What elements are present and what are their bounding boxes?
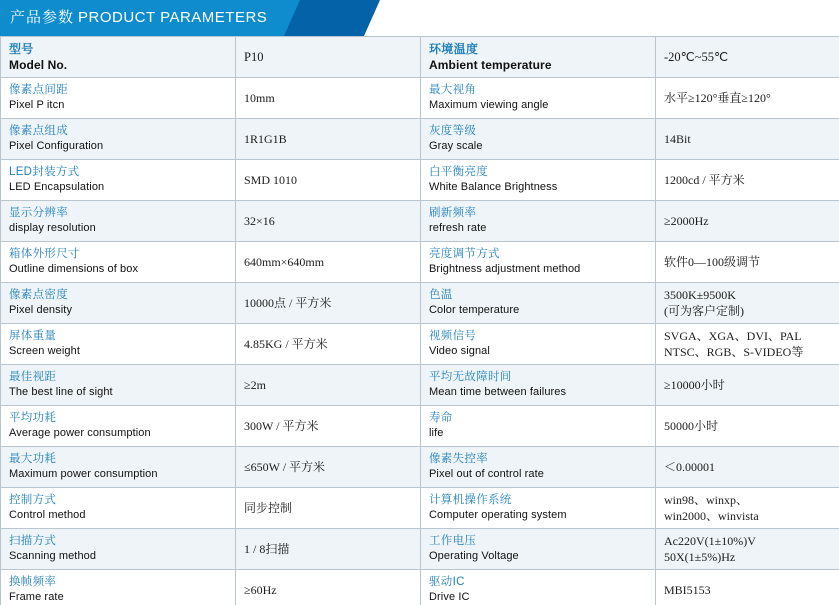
- parameter-value-right-line: 软件0—100级调节: [664, 254, 761, 269]
- table-row: [1, 78, 839, 119]
- parameter-label-left: [1, 529, 236, 570]
- parameter-value-right: [656, 37, 839, 78]
- parameter-value-right-line: -20℃~55℃: [664, 49, 729, 64]
- parameter-value-left-line: 1R1G1B: [244, 131, 287, 146]
- parameter-label-right: [421, 119, 656, 160]
- table-row: [1, 529, 839, 570]
- product-parameters-table: [0, 36, 839, 605]
- parameter-label-left-cn: 像素点间距: [9, 83, 68, 96]
- parameter-label-right-cn: 最大视角: [429, 83, 477, 96]
- parameter-label-right: [421, 570, 656, 605]
- parameter-label-left: [1, 160, 236, 201]
- parameter-value-left: [236, 529, 421, 570]
- parameter-label-right-en: Mean time between failures: [429, 386, 567, 399]
- parameter-label-left: [1, 324, 236, 365]
- parameter-value-right-line: ≥2000Hz: [664, 213, 709, 228]
- parameter-label-right-cn: 白平衡亮度: [429, 165, 488, 178]
- parameter-label-left: [1, 406, 236, 447]
- parameter-label-left: [1, 37, 236, 78]
- parameter-value-left: [236, 119, 421, 160]
- parameter-label-right-cn: 工作电压: [429, 534, 477, 547]
- parameter-value-left-line: SMD 1010: [244, 172, 298, 187]
- parameter-label-right-en: Drive IC: [429, 591, 470, 604]
- parameter-label-left-cn: 扫描方式: [9, 534, 57, 547]
- parameter-label-left-en: Frame rate: [9, 591, 64, 604]
- parameter-label-left-cn: 平均功耗: [9, 411, 57, 424]
- parameter-label-right-en: Computer operating system: [429, 509, 567, 522]
- parameter-label-left-cn: 箱体外形尺寸: [9, 247, 80, 260]
- parameter-label-left-en: Screen weight: [9, 345, 81, 358]
- parameter-label-right-cn: 环境温度: [429, 41, 479, 56]
- table-body: [1, 37, 839, 605]
- parameter-value-left-line: ≤650W / 平方米: [244, 459, 326, 474]
- parameter-label-right: [421, 406, 656, 447]
- parameter-label-left-cn: 最佳视距: [9, 370, 57, 383]
- parameter-label-left: [1, 570, 236, 605]
- parameter-label-left-en: Control method: [9, 509, 86, 522]
- table-row: [1, 201, 839, 242]
- parameter-label-right-cn: 寿命: [429, 411, 453, 424]
- table-row: [1, 119, 839, 160]
- parameter-label-right-en: Operating Voltage: [429, 550, 519, 563]
- parameter-value-left: [236, 488, 421, 529]
- parameter-label-left-cn: 像素点组成: [9, 124, 68, 137]
- parameter-value-left-line: 300W / 平方米: [244, 418, 319, 433]
- parameter-value-left: [236, 570, 421, 605]
- parameter-value-left-line: 32×16: [244, 213, 275, 228]
- parameter-value-right-line: (可为客户定制): [664, 304, 744, 318]
- parameter-label-left: [1, 78, 236, 119]
- parameter-label-left-en: LED Encapsulation: [9, 181, 105, 194]
- parameter-value-right-line: win2000、winvista: [664, 509, 759, 523]
- parameter-label-right-en: Gray scale: [429, 140, 483, 153]
- parameter-value-right: [656, 447, 839, 488]
- parameter-label-right-cn: 像素失控率: [429, 452, 488, 465]
- parameter-value-left: [236, 37, 421, 78]
- parameter-label-right-cn: 平均无故障时间: [429, 370, 512, 383]
- parameter-label-left-cn: 控制方式: [9, 493, 57, 506]
- parameter-label-left-cn: 屏体重量: [9, 329, 57, 342]
- parameter-label-right: [421, 283, 656, 324]
- parameter-label-right: [421, 160, 656, 201]
- parameter-value-right: [656, 160, 839, 201]
- parameter-label-right-en: Maximum viewing angle: [429, 99, 549, 112]
- parameter-label-left-cn: LED封装方式: [9, 165, 80, 178]
- parameter-value-right-line: 水平≥120°垂直≥120°: [664, 90, 771, 105]
- parameter-label-left-en: Model No.: [9, 58, 68, 72]
- parameter-value-left-line: 同步控制: [244, 500, 293, 515]
- parameter-value-left: [236, 78, 421, 119]
- table-row: [1, 406, 839, 447]
- parameter-value-left: [236, 365, 421, 406]
- parameter-label-right: [421, 78, 656, 119]
- parameter-label-right-en: Color temperature: [429, 304, 520, 317]
- parameter-label-right: [421, 201, 656, 242]
- parameter-value-left: [236, 201, 421, 242]
- parameter-value-right-line: SVGA、XGA、DVI、PAL: [664, 328, 802, 343]
- parameter-label-right: [421, 488, 656, 529]
- parameter-value-right-line: MBI5153: [664, 582, 711, 597]
- parameter-value-left: [236, 242, 421, 283]
- parameter-label-right: [421, 324, 656, 365]
- parameter-value-right: [656, 406, 839, 447]
- parameter-label-right-en: Video signal: [429, 345, 490, 358]
- parameter-label-right: [421, 37, 656, 78]
- parameter-value-left: [236, 406, 421, 447]
- parameter-label-left: [1, 447, 236, 488]
- table-row: [1, 447, 839, 488]
- parameter-value-right: [656, 283, 839, 324]
- parameter-label-left-en: The best line of sight: [9, 386, 113, 399]
- header-band-white: [364, 0, 839, 36]
- parameter-label-left-en: Pixel Configuration: [9, 140, 104, 153]
- parameter-label-right-cn: 视频信号: [429, 329, 477, 342]
- table-row: [1, 242, 839, 283]
- parameter-label-left-cn: 像素点密度: [9, 288, 68, 301]
- parameter-label-right-en: Brightness adjustment method: [429, 263, 581, 276]
- parameter-label-right-cn: 驱动IC: [429, 575, 465, 588]
- table-row: [1, 37, 839, 78]
- table-row: [1, 283, 839, 324]
- parameter-value-right: [656, 488, 839, 529]
- parameter-value-right: [656, 365, 839, 406]
- parameter-label-right-cn: 计算机操作系统: [429, 493, 512, 506]
- page-title: [10, 0, 267, 36]
- parameter-value-left-line: P10: [244, 49, 264, 64]
- parameter-label-left: [1, 242, 236, 283]
- parameter-label-right-en: refresh rate: [429, 222, 487, 235]
- parameter-value-right-line: 50000小时: [664, 418, 719, 433]
- parameter-label-right-cn: 灰度等级: [429, 124, 477, 137]
- parameter-label-left-en: display resolution: [9, 222, 96, 235]
- parameter-value-left-line: 1 / 8扫描: [244, 541, 290, 556]
- parameter-value-right-line: 3500K±9500K: [664, 287, 736, 302]
- parameter-label-left: [1, 283, 236, 324]
- parameter-value-left-line: ≥60Hz: [244, 582, 277, 597]
- parameter-value-left-line: 4.85KG / 平方米: [244, 336, 328, 351]
- parameter-value-right-line: 1200cd / 平方米: [664, 172, 745, 187]
- parameter-label-right-cn: 亮度调节方式: [429, 247, 500, 260]
- parameter-value-right-line: NTSC、RGB、S-VIDEO等: [664, 345, 804, 359]
- parameter-value-left: [236, 283, 421, 324]
- parameter-value-right-line: Ac220V(1±10%)V: [664, 533, 756, 548]
- parameter-value-right: [656, 119, 839, 160]
- parameter-label-right-cn: 色温: [429, 288, 453, 301]
- parameter-label-left-cn: 最大功耗: [9, 452, 57, 465]
- parameter-label-right-en: Pixel out of control rate: [429, 468, 545, 481]
- page-header: [0, 0, 839, 36]
- table-row: [1, 488, 839, 529]
- parameter-label-right: [421, 447, 656, 488]
- parameter-label-left-en: Outline dimensions of box: [9, 263, 139, 276]
- parameter-label-left: [1, 488, 236, 529]
- parameter-label-left-en: Pixel P itcn: [9, 99, 65, 112]
- parameter-label-right-en: Ambient temperature: [429, 58, 552, 72]
- parameter-value-right: [656, 324, 839, 365]
- parameter-value-left-line: ≥2m: [244, 377, 266, 392]
- parameter-label-left: [1, 119, 236, 160]
- parameter-label-right-en: life: [429, 427, 444, 440]
- parameter-label-left: [1, 365, 236, 406]
- parameter-value-right: [656, 78, 839, 119]
- parameter-label-left-cn: 显示分辨率: [9, 206, 68, 219]
- parameter-value-right-line: 14Bit: [664, 131, 691, 146]
- parameter-label-right-cn: 刷新频率: [429, 206, 477, 219]
- table-row: [1, 365, 839, 406]
- table-row: [1, 160, 839, 201]
- parameter-value-right-line: 50X(1±5%)Hz: [664, 550, 736, 564]
- parameter-value-left: [236, 447, 421, 488]
- parameter-value-left: [236, 324, 421, 365]
- parameter-label-right-en: White Balance Brightness: [429, 181, 558, 194]
- parameter-label-right: [421, 365, 656, 406]
- table-row: [1, 324, 839, 365]
- parameter-label-right: [421, 529, 656, 570]
- parameter-label-left: [1, 201, 236, 242]
- parameter-value-right: [656, 242, 839, 283]
- parameter-label-right: [421, 242, 656, 283]
- parameter-value-right-line: ＜0.00001: [664, 459, 716, 474]
- parameter-value-right: [656, 570, 839, 605]
- parameter-value-right: [656, 201, 839, 242]
- parameter-value-left-line: 10000点 / 平方米: [244, 295, 332, 310]
- parameter-label-left-en: Maximum power consumption: [9, 468, 158, 481]
- parameter-label-left-cn: 换帧频率: [9, 575, 57, 588]
- parameter-label-left-cn: 型号: [9, 41, 34, 56]
- parameter-value-right-line: ≥10000小时: [664, 377, 725, 392]
- table-row: [1, 570, 839, 605]
- page-title-cn: 产品参数: [10, 9, 75, 26]
- page-title-en: PRODUCT PARAMETERS: [78, 9, 268, 26]
- parameter-label-left-en: Pixel density: [9, 304, 73, 317]
- parameter-value-left-line: 640mm×640mm: [244, 254, 325, 269]
- parameter-label-left-en: Average power consumption: [9, 427, 151, 440]
- parameter-label-left-en: Scanning method: [9, 550, 97, 563]
- parameter-value-left-line: 10mm: [244, 90, 275, 105]
- parameter-value-right-line: win98、winxp、: [664, 492, 749, 507]
- parameter-value-right: [656, 529, 839, 570]
- parameter-value-left: [236, 160, 421, 201]
